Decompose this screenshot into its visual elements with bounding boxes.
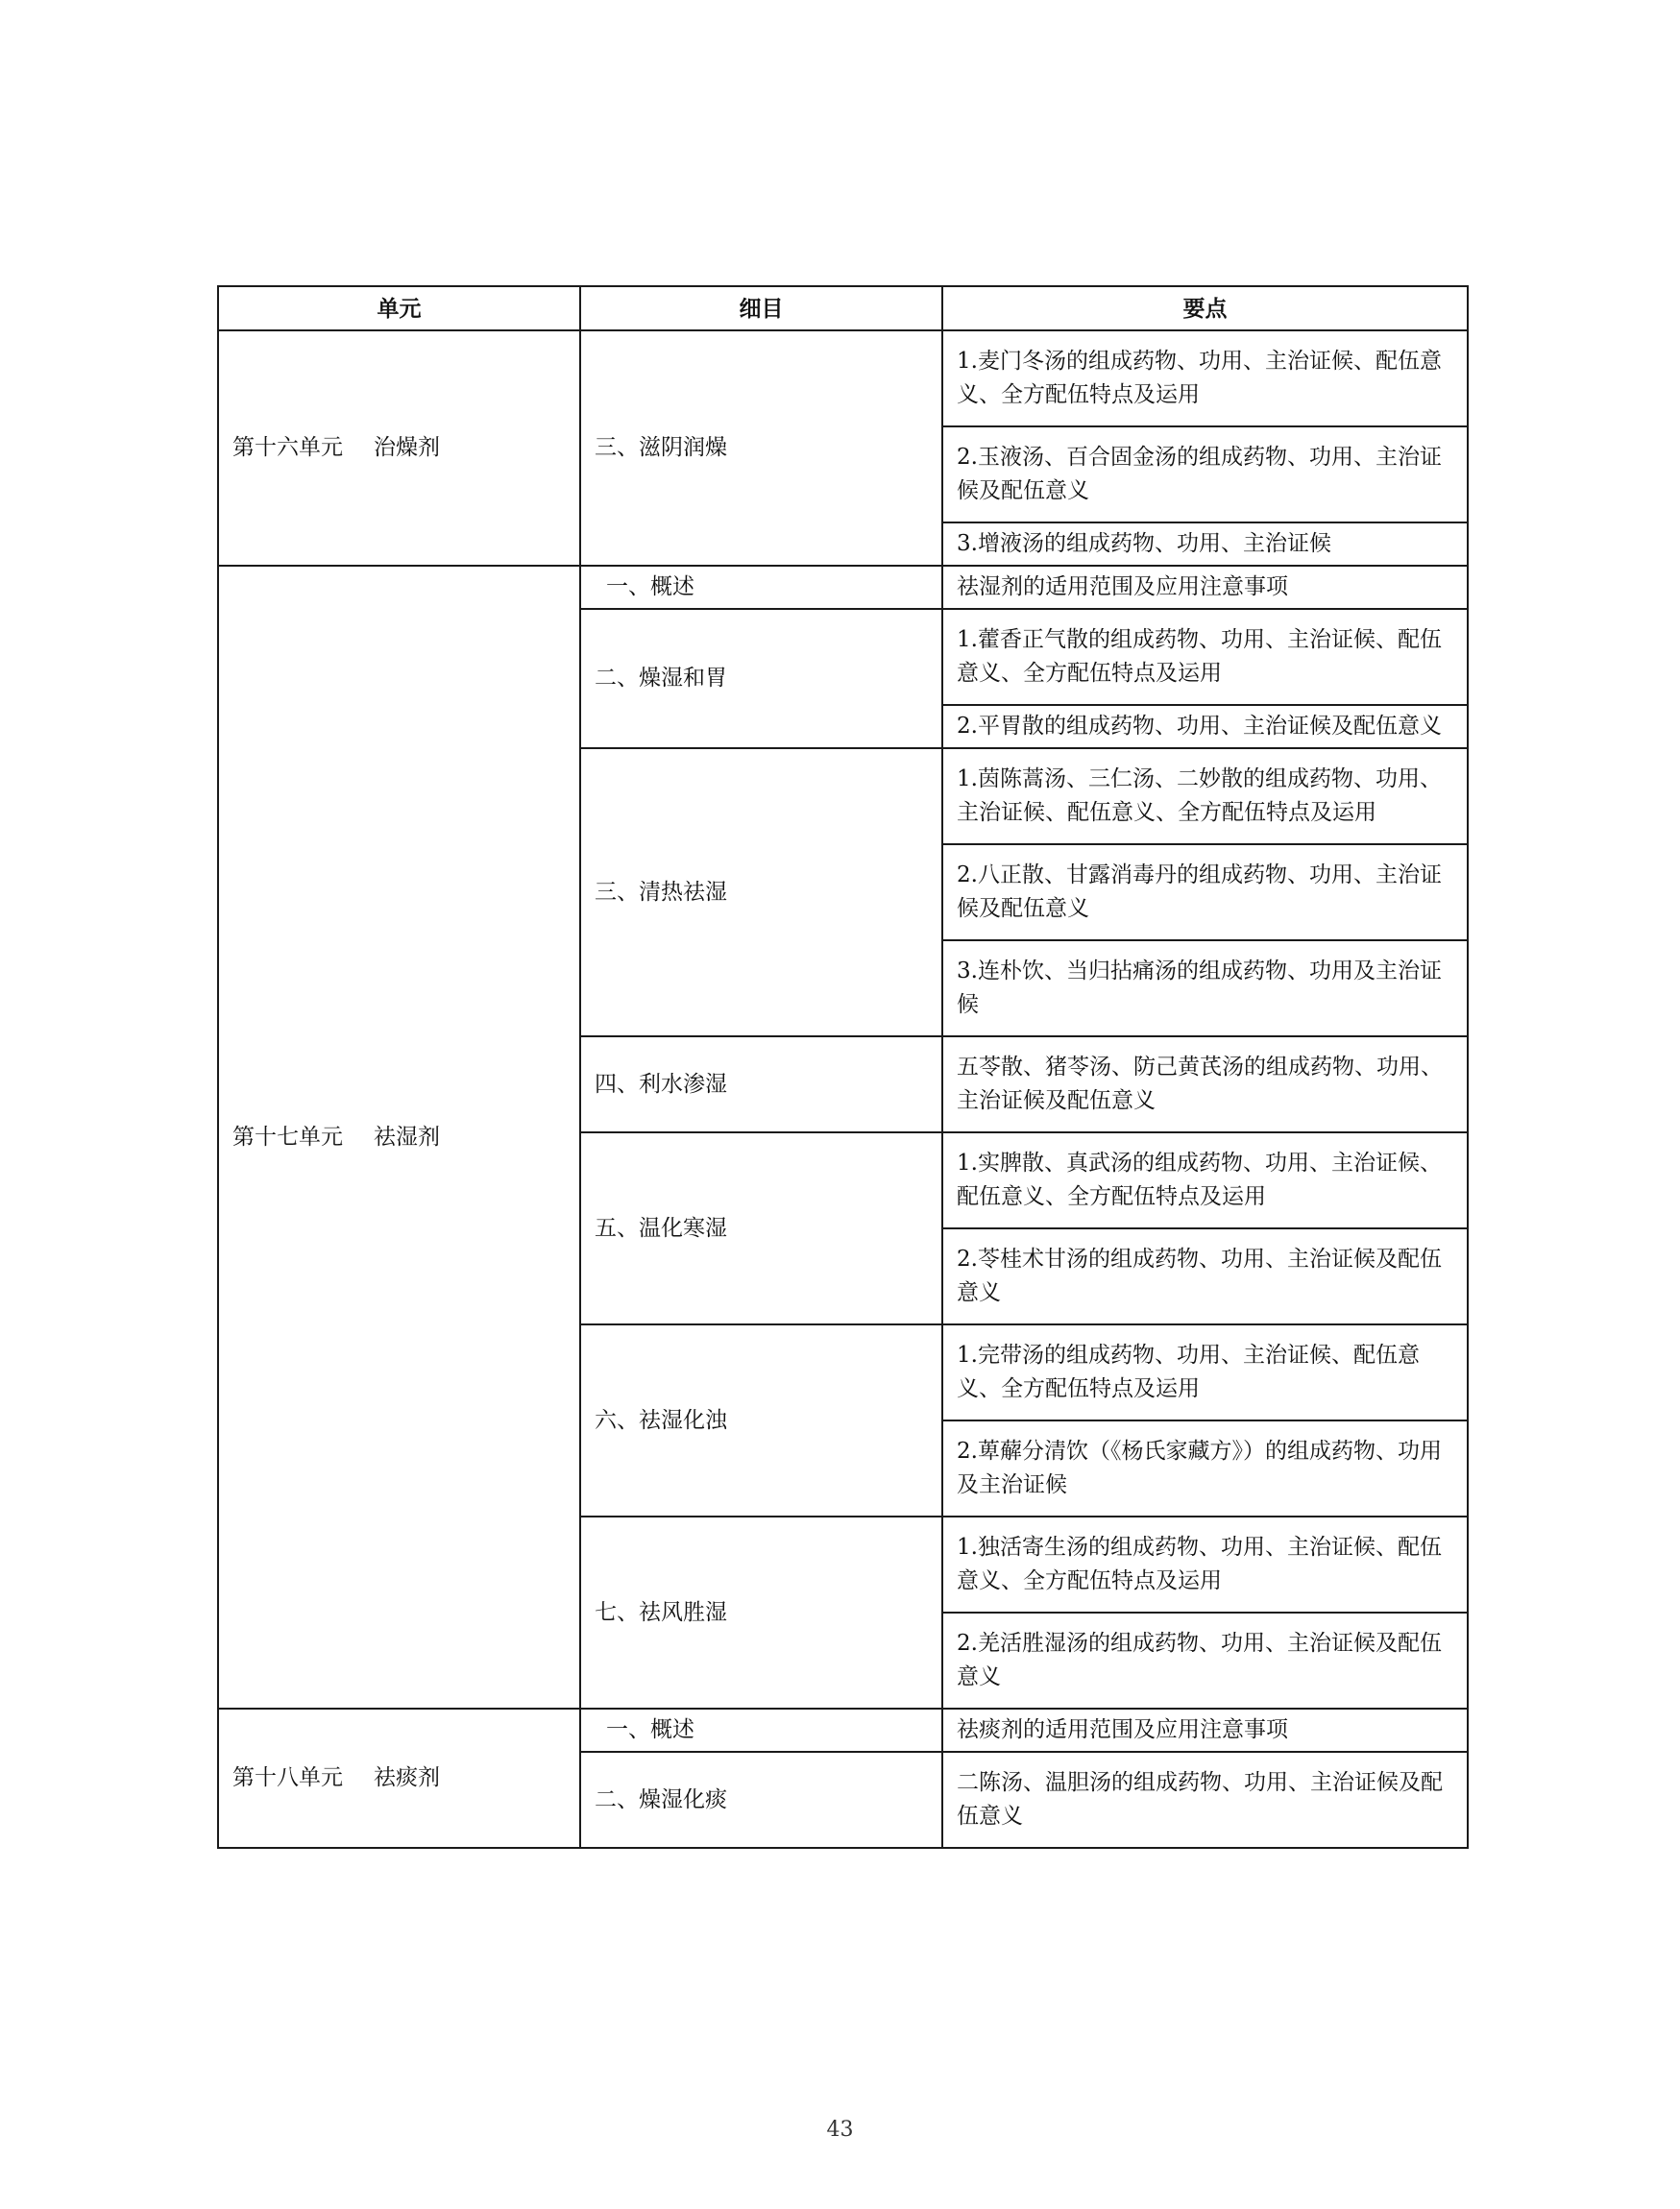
- point-cell: 祛湿剂的适用范围及应用注意事项: [942, 566, 1468, 609]
- item-cell: 二、燥湿化痰: [580, 1752, 942, 1848]
- point-cell: 3.连朴饮、当归拈痛汤的组成药物、功用及主治证候: [942, 940, 1468, 1036]
- table-row: [218, 566, 1468, 609]
- point-cell: 1.完带汤的组成药物、功用、主治证候、配伍意义、全方配伍特点及运用: [942, 1324, 1468, 1420]
- item-cell: 七、祛风胜湿: [580, 1517, 942, 1709]
- unit-number: 第十八单元: [232, 1765, 343, 1790]
- point-cell: 1.实脾散、真武汤的组成药物、功用、主治证候、配伍意义、全方配伍特点及运用: [942, 1132, 1468, 1228]
- item-cell: 五、温化寒湿: [580, 1132, 942, 1324]
- point-cell: 2.羌活胜湿汤的组成药物、功用、主治证候及配伍意义: [942, 1613, 1468, 1709]
- item-cell: 二、燥湿和胃: [580, 609, 942, 748]
- point-cell: 2.玉液汤、百合固金汤的组成药物、功用、主治证候及配伍意义: [942, 426, 1468, 522]
- unit-name: 祛湿剂: [374, 1124, 440, 1150]
- item-cell: 三、清热祛湿: [580, 748, 942, 1036]
- page-number: 43: [826, 2118, 854, 2142]
- item-cell: 一、概述: [580, 1709, 942, 1752]
- point-cell: 祛痰剂的适用范围及应用注意事项: [942, 1709, 1468, 1752]
- point-cell: 1.独活寄生汤的组成药物、功用、主治证候、配伍意义、全方配伍特点及运用: [942, 1517, 1468, 1613]
- unit-number: 第十七单元: [232, 1124, 343, 1150]
- table-header-row: [218, 286, 1468, 330]
- table-row: [218, 1709, 1468, 1752]
- unit-cell: [218, 566, 580, 1709]
- unit-cell: [218, 330, 580, 566]
- item-cell: 一、概述: [580, 566, 942, 609]
- unit-number: 第十六单元: [232, 435, 343, 460]
- unit-name: 治燥剂: [374, 435, 440, 460]
- point-cell: 1.茵陈蒿汤、三仁汤、二妙散的组成药物、功用、主治证候、配伍意义、全方配伍特点及运用: [942, 748, 1468, 844]
- header-point: 要点: [942, 286, 1468, 330]
- unit-cell: [218, 1709, 580, 1848]
- unit-name: 祛痰剂: [374, 1765, 440, 1790]
- point-cell: 2.苓桂术甘汤的组成药物、功用、主治证候及配伍意义: [942, 1228, 1468, 1324]
- point-cell: 3.增液汤的组成药物、功用、主治证候: [942, 522, 1468, 566]
- point-cell: 1.藿香正气散的组成药物、功用、主治证候、配伍意义、全方配伍特点及运用: [942, 609, 1468, 705]
- syllabus-table: [217, 285, 1469, 1849]
- header-item: 细目: [580, 286, 942, 330]
- point-cell: 2.八正散、甘露消毒丹的组成药物、功用、主治证候及配伍意义: [942, 844, 1468, 940]
- table-row: [218, 330, 1468, 426]
- item-cell: 三、滋阴润燥: [580, 330, 942, 566]
- point-cell: 五苓散、猪苓汤、防己黄芪汤的组成药物、功用、主治证候及配伍意义: [942, 1036, 1468, 1132]
- point-cell: 2.萆薢分清饮（《杨氏家藏方》）的组成药物、功用及主治证候: [942, 1420, 1468, 1517]
- point-cell: 1.麦门冬汤的组成药物、功用、主治证候、配伍意义、全方配伍特点及运用: [942, 330, 1468, 426]
- point-cell: 二陈汤、温胆汤的组成药物、功用、主治证候及配伍意义: [942, 1752, 1468, 1848]
- header-unit: 单元: [218, 286, 580, 330]
- point-cell: 2.平胃散的组成药物、功用、主治证候及配伍意义: [942, 705, 1468, 748]
- item-cell: 六、祛湿化浊: [580, 1324, 942, 1517]
- item-cell: 四、利水渗湿: [580, 1036, 942, 1132]
